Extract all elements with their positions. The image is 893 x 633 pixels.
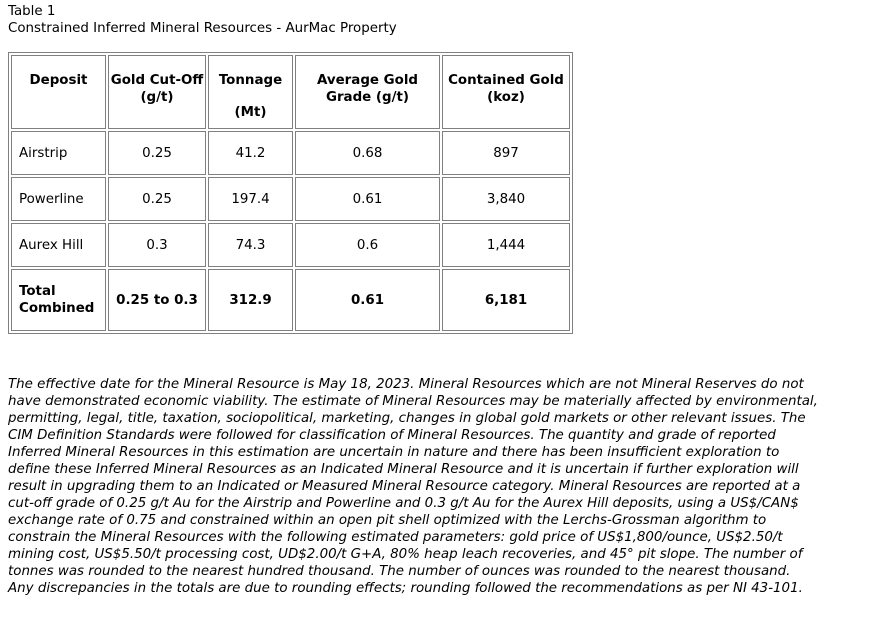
total-row — [11, 269, 570, 331]
cell-deposit: Powerline — [11, 177, 106, 221]
cell-grade: 0.68 — [295, 131, 440, 175]
header-tonnage-unit: (Mt) — [234, 105, 267, 120]
cell-deposit: Aurex Hill — [11, 223, 106, 267]
cell-grade: 0.6 — [295, 223, 440, 267]
table-caption — [8, 3, 397, 37]
table-row — [11, 177, 570, 221]
table-title: Constrained Inferred Mineral Resources - AurMac Property — [8, 21, 397, 36]
header-deposit: Deposit — [11, 55, 106, 129]
cell-grade: 0.61 — [295, 177, 440, 221]
table-footnote: The effective date for the Mineral Resource is May 18, 2023. Mineral Resources which are not Mineral Reserves do not have demonstrated economic viability. The estimate of Mineral Resources may be materially affected by environmental, permitting, legal, title, taxation, sociopolitical, marketing, changes in global gold markets or other relevant issues. The CIM Definition Standards were followed for classification of Mineral Resources. The quantity and grade of reported Inferred Mineral Resources in this estimation are uncertain in nature and there has been insufficient exploration to define these Inferred Mineral Resources as an Indicated Mineral Resource and it is uncertain if further exploration will result in upgrading them to an Indicated or Measured Mineral Resource category. Mineral Resources are reported at a cut-off grade of 0.25 g/t Au for the Airstrip and Powerline and 0.3 g/t Au for the Aurex Hill deposits, using a US$/CAN$ exchange rate of 0.75 and constrained within an open pit shell optimized with the Lerchs-Grossman algorithm to constrain the Mineral Resources with the following estimated parameters: gold price of US$1,800/ounce, US$2.50/t mining cost, US$5.50/t processing cost, UD$2.00/t G+A, 80% heap leach recoveries, and 45° pit slope. The number of tonnes was rounded to the nearest hundred thousand. The number of ounces was rounded to the nearest thousand. Any discrepancies in the totals are due to rounding effects; rounding followed the recommendations as per NI 43-101. — [8, 377, 818, 596]
cell-total-grade: 0.61 — [295, 269, 440, 331]
cell-tonnage: 197.4 — [208, 177, 293, 221]
cell-cutoff: 0.3 — [108, 223, 206, 267]
cell-contained: 1,444 — [442, 223, 570, 267]
cell-total-contained: 6,181 — [442, 269, 570, 331]
cell-deposit: Airstrip — [11, 131, 106, 175]
cell-contained: 3,840 — [442, 177, 570, 221]
cell-tonnage: 74.3 — [208, 223, 293, 267]
header-contained-gold: Contained Gold (koz) — [442, 55, 570, 129]
cell-cutoff: 0.25 — [108, 131, 206, 175]
table-number: Table 1 — [8, 4, 56, 19]
cell-tonnage: 41.2 — [208, 131, 293, 175]
header-cutoff: Gold Cut-Off (g/t) — [108, 55, 206, 129]
header-tonnage — [208, 55, 293, 129]
cell-total-tonnage: 312.9 — [208, 269, 293, 331]
mineral-resources-table — [8, 52, 573, 334]
header-grade: Average Gold Grade (g/t) — [295, 55, 440, 129]
table-row — [11, 223, 570, 267]
cell-total-deposit: Total Combined — [11, 269, 106, 331]
cell-total-cutoff: 0.25 to 0.3 — [108, 269, 206, 331]
header-row — [11, 55, 570, 129]
table-row — [11, 131, 570, 175]
header-tonnage-label: Tonnage — [218, 73, 283, 88]
cell-cutoff: 0.25 — [108, 177, 206, 221]
cell-contained: 897 — [442, 131, 570, 175]
